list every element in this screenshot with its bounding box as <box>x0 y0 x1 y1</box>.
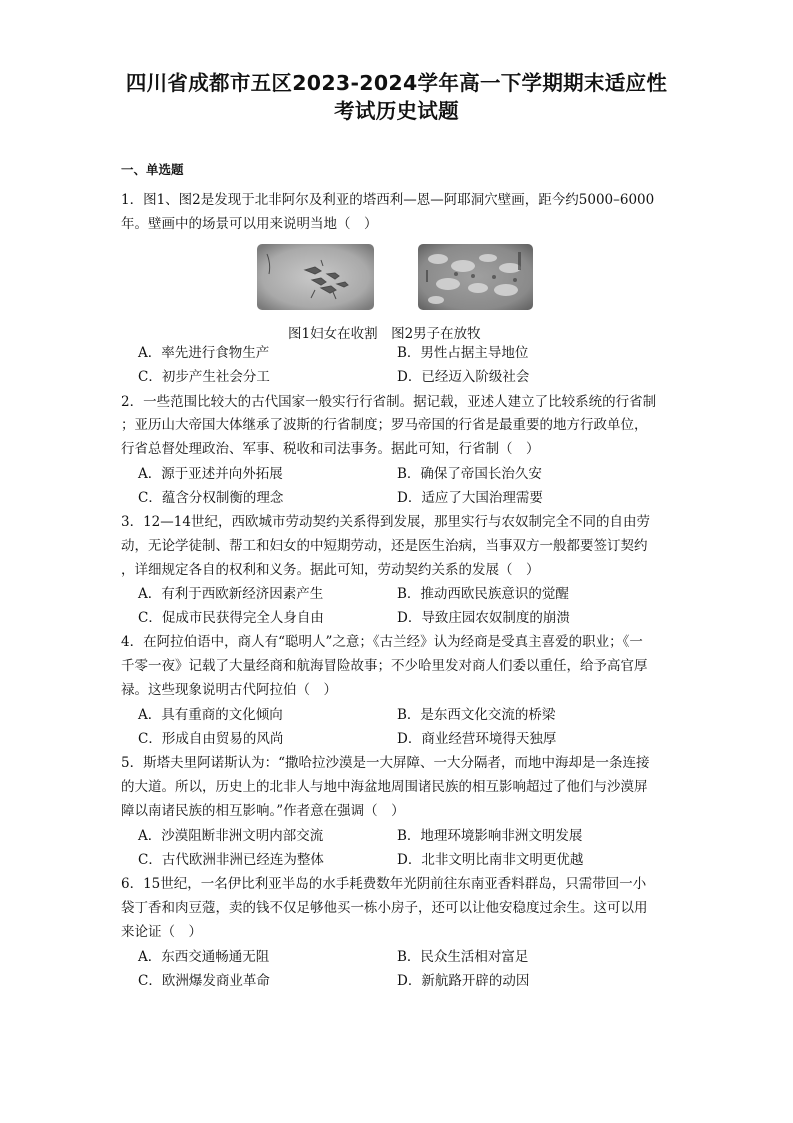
question-6-option-b: B．民众生活相对富足 <box>397 949 529 965</box>
question-3-text-line-2: 动，无论学徒制、帮工和妇女的中短期劳动，还是医生治病，当事双方一般都要签订契约 <box>121 538 648 554</box>
question-5-option-a: A．沙漠阻断非洲文明内部交流 <box>138 828 324 844</box>
question-3-text-line-1: 3．12—14世纪，西欧城市劳动契约关系得到发展，那里实行与农奴制完全不同的自由劳 <box>121 514 650 530</box>
question-2-text-line-2: ；亚历山大帝国大体继承了波斯的行省制度；罗马帝国的行省是最重要的地方行政单位， <box>121 417 648 433</box>
question-4-option-a: A．具有重商的文化倾向 <box>138 707 283 723</box>
question-1-option-a: A．率先进行食物生产 <box>138 345 270 361</box>
question-1-text-line-1: 1．图1、图2是发现于北非阿尔及利亚的塔西利—恩—阿耶洞穴壁画，距今约5000–6000 <box>121 192 655 208</box>
question-5-text-line-2: 的大道。所以，历史上的北非人与地中海盆地周围诸民族的相互影响超过了他们与沙漠屏 <box>121 779 648 795</box>
question-2-option-b: B．确保了帝国长治久安 <box>397 466 542 482</box>
question-1-text-line-2: 年。壁画中的场景可以用来说明当地（ ） <box>121 216 378 232</box>
question-5-option-c: C．古代欧洲非洲已经连为整体 <box>138 852 324 868</box>
question-3-text-line-3: ，详细规定各自的权利和义务。据此可知，劳动契约关系的发展（ ） <box>121 562 540 578</box>
question-3-option-b: B．推动西欧民族意识的觉醒 <box>397 586 569 602</box>
figure-caption: 图1妇女在收割 图2男子在放牧 <box>288 326 481 342</box>
question-2-text-line-1: 2．一些范围比较大的古代国家一般实行行省制。据记载，亚述人建立了比较系统的行省制 <box>121 394 657 410</box>
question-1-option-c: C．初步产生社会分工 <box>138 369 270 385</box>
question-4-option-d: D．商业经营环境得天独厚 <box>397 731 557 747</box>
question-4-option-b: B．是东西文化交流的桥梁 <box>397 707 556 723</box>
question-6-text-line-3: 来论证（ ） <box>121 924 202 940</box>
section-heading: 一、单选题 <box>121 162 184 177</box>
question-2-text-line-3: 行省总督处理政治、军事、税收和司法事务。据此可知，行省制（ ） <box>121 441 540 457</box>
question-1-option-d: D．已经迈入阶级社会 <box>397 369 530 385</box>
question-4-option-c: C．形成自由贸易的风尚 <box>138 731 284 747</box>
figure-2-man-herding-mural <box>418 244 533 310</box>
document-title-line-2: 考试历史试题 <box>334 99 459 123</box>
question-6-option-a: A．东西交通畅通无阻 <box>138 949 270 965</box>
question-2-option-c: C．蕴含分权制衡的理念 <box>138 490 284 506</box>
figure-1-woman-harvest-mural <box>257 244 374 310</box>
question-3-option-c: C．促成市民获得完全人身自由 <box>138 610 324 626</box>
question-4-text-line-3: 禄。这些现象说明古代阿拉伯（ ） <box>121 682 337 698</box>
question-4-text-line-1: 4．在阿拉伯语中，商人有“聪明人”之意；《古兰经》认为经商是受真主喜爱的职业；《一 <box>121 634 643 650</box>
question-2-option-d: D．适应了大国治理需要 <box>397 490 543 506</box>
question-5-option-d: D．北非文明比南非文明更优越 <box>397 852 584 868</box>
document-title-line-1: 四川省成都市五区2023-2024学年高一下学期期末适应性 <box>125 71 668 95</box>
question-3-option-d: D．导致庄园农奴制度的崩溃 <box>397 610 570 626</box>
question-6-text-line-1: 6．15世纪，一名伊比利亚半岛的水手耗费数年光阴前往东南亚香料群岛，只需带回一小 <box>121 876 647 892</box>
question-3-option-a: A．有利于西欧新经济因素产生 <box>138 586 324 602</box>
question-6-option-d: D．新航路开辟的动因 <box>397 973 530 989</box>
question-5-option-b: B．地理环境影响非洲文明发展 <box>397 828 583 844</box>
question-2-option-a: A．源于亚述并向外拓展 <box>138 466 283 482</box>
question-4-text-line-2: 千零一夜》记载了大量经商和航海冒险故事；不少哈里发对商人们委以重任，给予高官厚 <box>121 658 648 674</box>
question-6-option-c: C．欧洲爆发商业革命 <box>138 973 270 989</box>
question-6-text-line-2: 袋丁香和肉豆蔻，卖的钱不仅足够他买一栋小房子，还可以让他安稳度过余生。这可以用 <box>121 900 648 916</box>
question-5-text-line-1: 5．斯塔夫里阿诺斯认为：“撒哈拉沙漠是一大屏障、一大分隔者，而地中海却是一条连接 <box>121 755 650 771</box>
question-1-option-b: B．男性占据主导地位 <box>397 345 529 361</box>
question-5-text-line-3: 障以南诸民族的相互影响。”作者意在强调（ ） <box>121 803 405 819</box>
